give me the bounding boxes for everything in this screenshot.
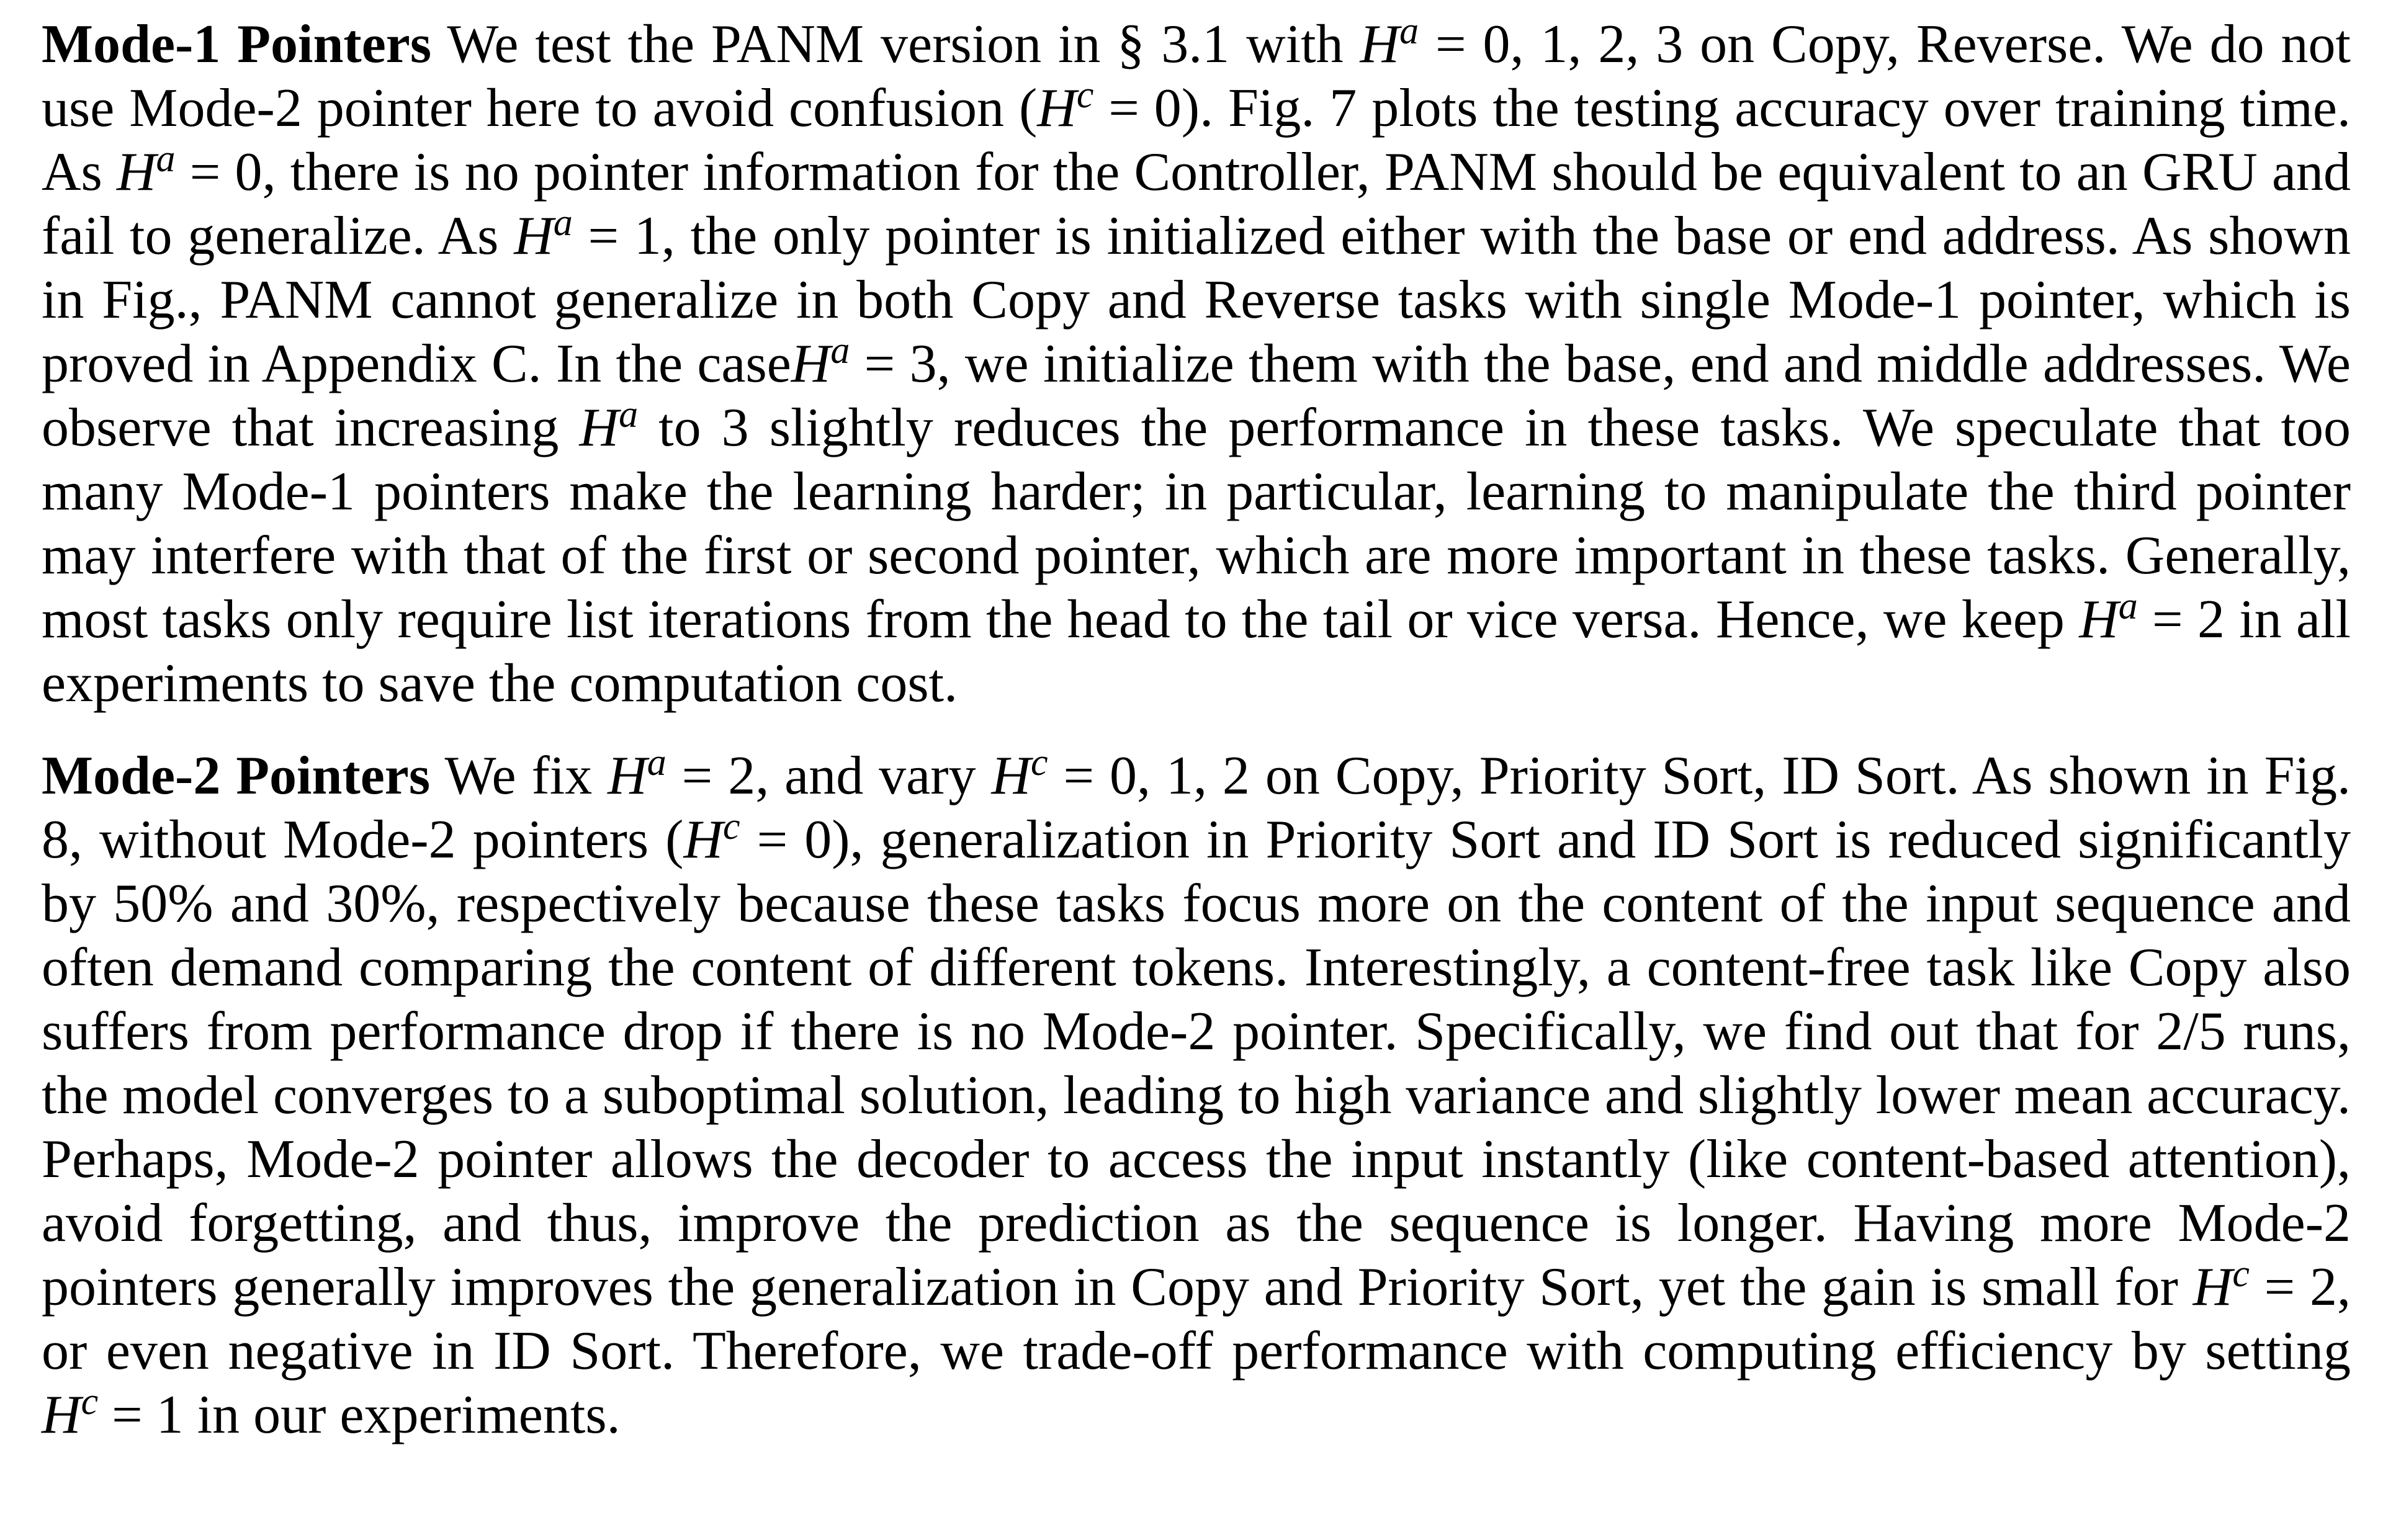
text-run: , and vary bbox=[755, 746, 992, 806]
math-value: = 2 bbox=[2137, 589, 2225, 650]
math-variable: H bbox=[2079, 589, 2119, 650]
math-expression bbox=[2192, 1253, 2337, 1317]
math-superscript: c bbox=[81, 1381, 99, 1423]
paragraph-mode-1-pointers bbox=[42, 12, 2351, 715]
text-run: on Copy, Reverse. We do not use Mode-2 pointer here to avoid confusion ( bbox=[42, 14, 2351, 138]
math-superscript: a bbox=[619, 393, 639, 436]
math-expression bbox=[514, 202, 662, 266]
math-superscript: c bbox=[2232, 1253, 2250, 1295]
math-variable: H bbox=[514, 206, 554, 266]
math-variable: H bbox=[42, 1385, 81, 1445]
math-superscript: a bbox=[1399, 10, 1419, 52]
text-run: , or even negative in ID Sort. Therefore, we trade-off performance with computing efficiency by setting bbox=[42, 1257, 2351, 1381]
math-superscript: a bbox=[647, 741, 666, 784]
math-variable: H bbox=[991, 746, 1031, 806]
math-superscript: c bbox=[1031, 741, 1048, 784]
text-run: in our experiments. bbox=[183, 1385, 621, 1445]
math-value: = 1 bbox=[572, 206, 662, 266]
math-value: = 0, 1, 2 bbox=[1048, 746, 1250, 806]
math-expression bbox=[42, 1381, 184, 1445]
text-run: ), generalization in Priority Sort and ID Sort is reduced significantly by 50% and 30%, respectively because these tasks focus more on the content of the input sequence and often demand comparing the content of different tokens. Interestingly, a content-free task like Copy also suffers from performance drop if there is no Mode-2 pointer. Specifically, we find out that for 2/5 runs, the model converges to a suboptimal solution, leading to high variance and slightly lower mean accuracy. Perhaps, Mode-2 pointer allows the decoder to access the input instantly (like content-based attention), avoid forgetting, and thus, improve the prediction as the sequence is longer. Having more Mode-2 pointers generally improves the generalization in Copy and Priority Sort, yet the gain is small for bbox=[42, 810, 2351, 1317]
math-expression bbox=[116, 138, 263, 202]
math-value: = 2 bbox=[666, 746, 756, 806]
math-variable: H bbox=[2192, 1257, 2233, 1317]
text-run: We test the PANM version in § 3.1 with bbox=[431, 14, 1360, 74]
math-variable: H bbox=[116, 142, 156, 202]
math-superscript: a bbox=[2118, 585, 2138, 627]
math-variable: H bbox=[791, 334, 831, 394]
math-value: = 2 bbox=[2249, 1257, 2337, 1317]
math-expression bbox=[579, 393, 639, 458]
math-variable: H bbox=[608, 746, 647, 806]
text-run: , the only pointer is initialized either with the base or end address. As shown in Fig., PANM cannot generalize in both Copy and Reverse tasks with single Mode-1 pointer, which is proved in Appendix C. In the case bbox=[42, 206, 2351, 394]
math-expression bbox=[1037, 74, 1182, 138]
math-value: = 0, 1, 2, 3 bbox=[1419, 14, 1684, 74]
paragraph-heading: Mode-1 Pointers bbox=[42, 14, 432, 74]
math-value: = 1 bbox=[98, 1385, 184, 1445]
math-value: = 0 bbox=[175, 142, 263, 202]
text-run: ). Fig. 7 plots the testing accuracy over training time. As bbox=[42, 78, 2351, 202]
math-superscript: a bbox=[830, 329, 850, 372]
math-variable: H bbox=[1360, 14, 1400, 74]
math-value: = 3 bbox=[850, 334, 937, 394]
math-expression bbox=[791, 329, 937, 394]
math-variable: H bbox=[683, 810, 724, 870]
paragraph-mode-2-pointers bbox=[42, 741, 2351, 1447]
text-run: in all experiments to save the computation cost. bbox=[42, 589, 2351, 714]
math-expression bbox=[2079, 585, 2225, 650]
math-expression bbox=[608, 741, 756, 806]
math-variable: H bbox=[579, 398, 619, 458]
text-run: We fix bbox=[430, 746, 608, 806]
math-superscript: a bbox=[553, 202, 573, 244]
paragraph-body bbox=[42, 10, 2351, 714]
math-expression bbox=[1360, 10, 1684, 74]
text-run: , there is no pointer information for the Controller, PANM should be equivalent to an GRU and fail to generalize. As bbox=[42, 142, 2351, 266]
math-superscript: a bbox=[156, 138, 176, 180]
text-run: , we initialize them with the base, end and middle addresses. We observe that increasing bbox=[42, 334, 2351, 458]
text-run: to 3 slightly reduces the performance in these tasks. We speculate that too many Mode-1 pointers make the learning harder; in particular, learning to manipulate the third pointer may interfere with that of the first or second pointer, which are more important in these tasks. Generally, most tasks only require list iterations from the head to the tail or vice versa. Hence, we keep bbox=[42, 398, 2351, 650]
math-superscript: c bbox=[1076, 74, 1094, 116]
text-run: on Copy, Priority Sort, ID Sort. As shown in Fig. 8, without Mode-2 pointers ( bbox=[42, 746, 2351, 870]
math-superscript: c bbox=[723, 805, 740, 848]
math-expression bbox=[991, 741, 1250, 806]
math-value: = 0 bbox=[740, 810, 832, 870]
paragraph-body bbox=[42, 741, 2351, 1445]
math-variable: H bbox=[1037, 78, 1077, 138]
paragraph-heading: Mode-2 Pointers bbox=[42, 746, 431, 806]
math-expression bbox=[683, 805, 832, 870]
math-value: = 0 bbox=[1093, 78, 1182, 138]
